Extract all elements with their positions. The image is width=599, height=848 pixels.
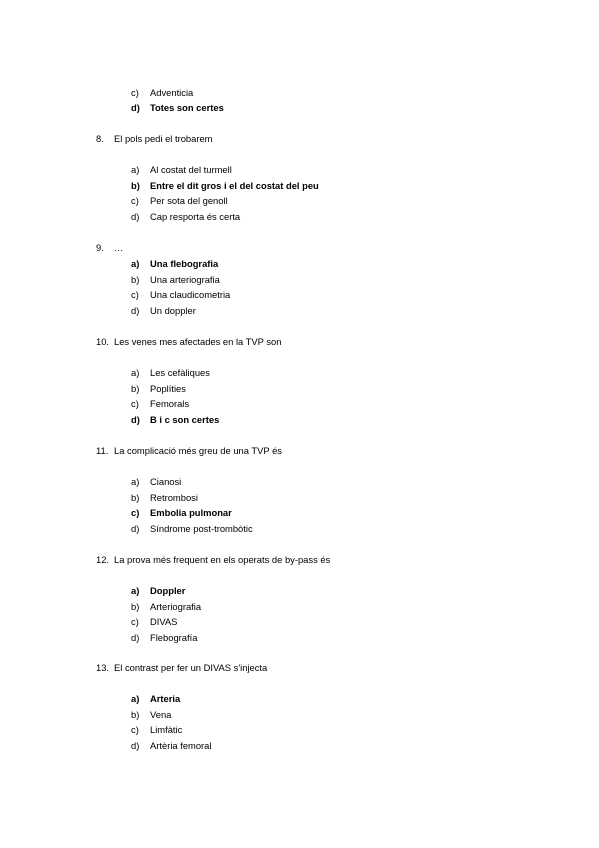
option-text: Per sota del genoll: [150, 195, 228, 206]
option-letter: c): [131, 616, 139, 627]
question-number: 12.: [96, 554, 110, 565]
option-text: Poplíties: [150, 382, 186, 394]
option-text: Una flebografia: [150, 258, 219, 269]
option-text: DIVAS: [150, 616, 178, 627]
option-letter: d): [131, 413, 140, 425]
option-text: B i c son certes: [150, 413, 220, 425]
option-text: Embolia pulmonar: [150, 507, 232, 518]
option-letter: b): [131, 179, 140, 191]
option-text: Una arteriografia: [150, 273, 220, 285]
option-text: Les cefàliques: [150, 367, 210, 378]
question-text: El contrast per fer un DIVAS s'injecta: [114, 662, 268, 673]
option-text: Flebografía: [150, 631, 198, 643]
option-text: Entre el dit gros i el del costat del peu: [150, 179, 319, 191]
question-number: 10.: [96, 336, 110, 347]
option-letter: c): [131, 724, 139, 735]
option-text: Artèria femoral: [150, 739, 212, 751]
option-letter: d): [131, 304, 140, 316]
question-text: El pols pedi el trobarem: [114, 133, 213, 144]
option-text: Totes son certes: [150, 102, 224, 113]
option-letter: c): [131, 195, 139, 206]
option-letter: d): [131, 522, 140, 534]
option-letter: b): [131, 708, 140, 720]
option-letter: a): [131, 367, 140, 378]
option-text: Arteriografia: [150, 600, 202, 612]
question-text: La complicació més greu de una TVP és: [114, 445, 282, 456]
option-letter: c): [131, 87, 139, 98]
option-letter: b): [131, 382, 140, 394]
option-text: Cap resporta és certa: [150, 210, 241, 222]
question-text: Les venes mes afectades en la TVP son: [114, 336, 282, 347]
option-text: Doppler: [150, 585, 186, 596]
option-text: Limfàtic: [150, 724, 183, 735]
option-letter: a): [131, 693, 140, 704]
option-text: Una claudicometria: [150, 289, 231, 300]
option-letter: d): [131, 739, 140, 751]
option-text: Adventicia: [150, 87, 194, 98]
question-text: La prova més frequent en els operats de by-pass és: [114, 554, 331, 565]
option-text: Femorals: [150, 398, 190, 409]
option-letter: c): [131, 289, 139, 300]
option-letter: c): [131, 398, 139, 409]
question-number: 8.: [96, 133, 104, 144]
option-text: Síndrome post-trombòtic: [150, 522, 253, 534]
option-text: Cianosi: [150, 476, 182, 487]
option-text: Retrombosi: [150, 491, 198, 503]
option-letter: a): [131, 585, 140, 596]
question-number: 11.: [96, 445, 109, 456]
option-letter: d): [131, 210, 140, 222]
option-letter: a): [131, 476, 140, 487]
option-text: Vena: [150, 708, 172, 720]
option-letter: c): [131, 507, 140, 518]
option-letter: a): [131, 164, 140, 175]
option-letter: b): [131, 600, 140, 612]
question-number: 9.: [96, 242, 104, 253]
option-text: Arteria: [150, 693, 181, 704]
option-letter: b): [131, 273, 140, 285]
option-text: Al costat del turmell: [150, 164, 232, 175]
option-letter: a): [131, 258, 140, 269]
question-number: 13.: [96, 662, 110, 673]
option-text: Un doppler: [150, 304, 196, 316]
question-text: …: [114, 242, 124, 253]
option-letter: d): [131, 102, 140, 113]
option-letter: d): [131, 631, 140, 643]
option-letter: b): [131, 491, 140, 503]
